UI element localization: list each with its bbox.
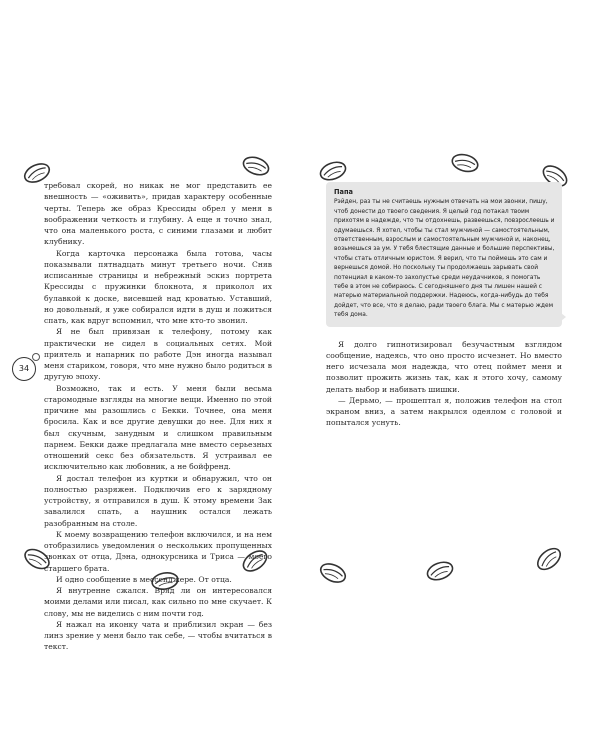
bubble-tail <box>561 313 566 321</box>
paragraph: Когда карточка персонажа была готова, часы показывали пятнадцать минут третьего ночи. Сняв исписанные страницы и небрежный эскиз портрета Крессиды с пружинки блокнота, я приколол их булавкой к доске, висевшей над кроватью. Уставший, но довольный, я уже собирался идти в душ и ложиться спать, как вдруг вспомнил, что мне кто-то звонил. <box>44 248 272 325</box>
paragraph: Возможно, так и есть. У меня были весьма старомодные взгляды на многие вещи. Именно по этой причине мы разошлись с Бекки. Точнее, она меня бросила. Как и все другие девушки до нее. Для них я был скучным, занудным и слишком правильным парнем. Бекки даже предлагала мне вместо серьезных отношений секс без обязательств. Я устраивал ее исключительно как любовник, а не бойфренд. <box>44 383 272 472</box>
paragraph: Я не был привязан к телефону, потому как практически не сидел в социальных сетях. Мой приятель и напарник по работе Дэн иногда называл меня стариком, говоря, что мне нужно было родиться в другую эпоху. <box>44 327 272 382</box>
seed-icon <box>448 148 483 177</box>
seed-icon <box>315 557 351 590</box>
paragraph: Я внутренне сжался. Вряд ли он интересовался моими делами или писал, как сильно по мне скучает. К слову, мы не виделись с ним почти год. <box>44 586 272 618</box>
message-sender: Папа <box>334 188 353 196</box>
page-number-dot <box>32 353 40 361</box>
paragraph: Я долго гипнотизировал безучастным взглядом сообщение, надеясь, что оно просто исчезнет. Но вместо него исчезала моя надежда, что отец поймет меня и позволит прожить жизнь так, как я этого хочу, самому делать выбор и набивать шишки. <box>326 339 562 394</box>
page-number <box>12 357 36 381</box>
paragraph: И одно сообщение в мессенджере. От отца. <box>56 574 232 584</box>
seed-icon <box>238 151 274 182</box>
paragraph: — Дерьмо, — прошептал я, положив телефон на стол экраном вниз, а затем накрылся одеялом с головой и попытался уснуть. <box>326 395 562 428</box>
seed-icon <box>422 556 458 587</box>
paragraph: Я нажал на иконку чата и приблизил экран — без линз зрение у меня было так себе, — чтобы вчитаться в текст. <box>44 619 272 652</box>
paragraph: Я достал телефон из куртки и обнаружил, что он полностью разряжен. Подключив его к зарядному устройству, я отправился в душ. К этому времени Зак завалился спать, а наушник остался лежать разобранным на столе. <box>44 473 272 528</box>
left-page-text <box>44 180 272 653</box>
message-text: Рэйден, раз ты не считаешь нужным отвечать на мои звонки, пишу, чтоб донести до твоего сведения. Я целый год потакал твоим прихотям в надежде, что ты отдохнешь, развеешься, повзрослеешь и одумаешься. Я хотел, чтобы ты стал мужчиной — самостоятельным, ответственным, взрослым и самостоятельным мужчиной и, наконец, возьмешься за ум. У тебя блестящие данные и большие перспективы, чтобы стать отличным юристом. Я верил, что ты поймешь это сам и вернешься домой. Но поскольку ты продолжаешь зарывать свой потенциал в каком-то захолустье среди неудачников, я помогать тебе в этом не собираюсь. С сегодняшнего дня ты лишен нашей с матерью материальной поддержки. Надеюсь, когда-нибудь до тебя дойдет, что все, что я делаю, ради твоего блага. Мы с матерью ждем тебя дома. <box>334 199 555 319</box>
paragraph: требовал скорей, но никак не мог представить ее внешность — «оживить», придав характеру особенные черты. Теперь же образ Крессиды обрел у меня в воображении четкость и глубину. А еще я точно знал, что она маленького роста, с синими глазами и любит клубнику. <box>44 181 272 247</box>
chat-message-bubble <box>326 182 562 327</box>
paragraph: К моему возвращению телефон включился, и на нем отобразились уведомления о нескольких пропущенных звонках от отца, Дэна, однокурсника и Триса — моего старшего брата. <box>44 529 272 573</box>
seed-icon <box>530 541 567 577</box>
right-page-text <box>326 339 562 429</box>
right-page <box>326 182 562 429</box>
page-number-text: 34 <box>18 364 30 373</box>
